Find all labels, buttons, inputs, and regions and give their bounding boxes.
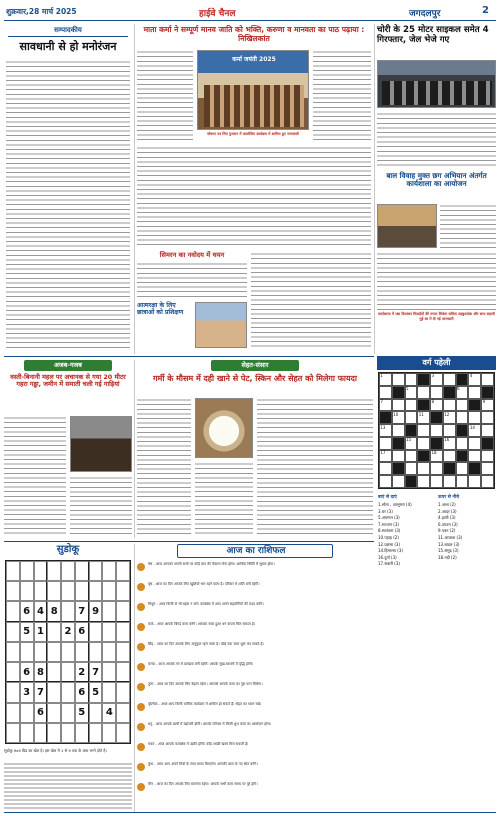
crossword-cell	[405, 411, 418, 424]
crossword-block	[443, 386, 456, 399]
crossword-cell: 11	[417, 411, 430, 424]
sudoku-cell	[102, 622, 116, 642]
crossword-cell	[405, 450, 418, 463]
virgo-icon	[137, 663, 145, 671]
crossword-cell: 18	[430, 450, 443, 463]
seminar-body-right	[251, 252, 371, 348]
crossword-cell	[468, 386, 481, 399]
sudoku-cell	[20, 642, 34, 662]
sudoku-cell	[61, 723, 75, 743]
sudoku-cell	[6, 622, 20, 642]
crossword-cell	[443, 450, 456, 463]
publication-name: हाईवे चैनल	[199, 9, 236, 19]
crossword-cell	[456, 437, 469, 450]
crossword-cell	[405, 462, 418, 475]
cancer-icon	[137, 623, 145, 631]
horoscope-title: आज का राशिफल	[226, 546, 286, 556]
lead-body-bottom	[137, 146, 371, 246]
sudoku-cell: 6	[34, 703, 48, 723]
horoscope-item: कन्या - आज आपके मन में प्रसन्नता बनी रहेगी। आपके सुख-साधनों में वृद्धि होगी।	[137, 662, 373, 682]
sudoku-cell	[102, 642, 116, 662]
sudoku-cell	[61, 662, 75, 682]
crossword-block	[417, 373, 430, 386]
sudoku-cell	[47, 682, 61, 702]
crossword-block	[430, 437, 443, 450]
crossword-cell: 13	[379, 424, 392, 437]
theft-photo	[377, 60, 496, 108]
crossword-cell: 12	[443, 411, 456, 424]
sudoku-cell	[34, 581, 48, 601]
marriage-caption: कार्यशाला में रक्षा दिलाकर मिठाईयों की रुपया विजेता सविता उड़बुआदेश और साथ सहायी मुई बर में दी गई जानकारी	[378, 312, 495, 321]
sudoku-cell	[102, 682, 116, 702]
sudoku-cell: 6	[20, 601, 34, 621]
sudoku-title: सुडोकू	[56, 544, 80, 555]
clue: 6.उपवन (3)	[438, 521, 458, 527]
sudoku-cell	[116, 622, 130, 642]
sudoku-cell	[89, 642, 103, 662]
sudoku-cell	[47, 723, 61, 743]
lead-story	[137, 24, 371, 249]
sudoku-cell	[75, 561, 89, 581]
crossword-cell	[481, 475, 494, 488]
sudoku-cell	[6, 642, 20, 662]
crossword-block	[443, 462, 456, 475]
sudoku-cell	[6, 662, 20, 682]
crossword-cell: 1	[379, 373, 392, 386]
crossword-cell: 8	[430, 399, 443, 412]
crossword-cell: 10	[392, 411, 405, 424]
lead-body-left	[137, 50, 193, 140]
seminar-headline: सिमरन का नवोदय में चयन	[159, 251, 225, 259]
sudoku-cell	[6, 723, 20, 743]
sudoku-cell	[89, 703, 103, 723]
crossword-cell	[430, 462, 443, 475]
theft-body	[377, 112, 496, 138]
sudoku-cell	[47, 622, 61, 642]
lead-photo-caption: घोषणा पत्र लिए गुजरान में आयोजित कार्यक्रम में शामिल हुए नगरवासी	[207, 132, 299, 136]
sudoku-cell	[75, 642, 89, 662]
crossword-cell	[481, 462, 494, 475]
crossword-block	[405, 475, 418, 488]
scorpio-icon	[137, 703, 145, 711]
clue: 4.हाथी (3)	[438, 515, 456, 521]
clue: 1.अश्व (2)	[438, 502, 456, 507]
editorial-label: सम्पादकीय	[54, 26, 82, 34]
clue: 8.स्वतंत्रता (3)	[378, 528, 401, 534]
horoscope-item: कुंभ - आज आप अपने मित्रों के साथ समय बिताएंगे। आपकी आय के नए स्रोत बनेंगे।	[137, 762, 373, 782]
crossword-grid	[378, 372, 495, 489]
crossword-title-bar	[377, 356, 496, 370]
horoscope-item: मकर - आज आपके कार्यक्षेत्र में उन्नति होगी। कोई अच्छी खबर मिल सकती है।	[137, 742, 373, 762]
theft-headline: चोरी के 25 मोटर साइकल समेत 4 गिरफ्तार, जेल भेजे गए	[377, 25, 489, 45]
sudoku-cell	[116, 581, 130, 601]
capricorn-icon	[137, 743, 145, 751]
crossword-cell: 16	[443, 437, 456, 450]
crossword-block	[456, 424, 469, 437]
horoscope-item: वृष - आज का दिन आपके लिए खुशियों भरा रहने वाला है। परिवार में शांति बनी रहेगी।	[137, 582, 373, 602]
horoscope-title-bar	[177, 544, 333, 558]
ajab-gajab-tag: अजब-गजब	[24, 360, 112, 371]
crossword-block	[392, 437, 405, 450]
horoscope-item: वृश्चिक - आज आप किसी धार्मिक कार्यक्रम में शामिल हो सकते हैं। सेहत का ध्यान रखें।	[137, 702, 373, 722]
crossword-cell	[379, 386, 392, 399]
crossword-block	[405, 424, 418, 437]
motorcycles	[382, 81, 492, 105]
crossword-cell	[392, 424, 405, 437]
sudoku-cell	[102, 601, 116, 621]
marriage-body-side	[440, 204, 496, 248]
lead-photo	[197, 50, 309, 130]
crossword-cell	[481, 411, 494, 424]
crossword-cell	[443, 475, 456, 488]
sudoku-cell: 2	[75, 662, 89, 682]
sudoku-cell	[75, 723, 89, 743]
crossword-cell	[468, 450, 481, 463]
crossword-cell: 7	[379, 399, 392, 412]
crossword-cell	[417, 386, 430, 399]
crossword-cell	[417, 437, 430, 450]
sudoku-cell	[61, 642, 75, 662]
sudoku-cell: 2	[61, 622, 75, 642]
sudoku-grid	[5, 560, 131, 744]
sudoku-instructions: सुडोकू 9x9 ग्रिड का खेल है। इस खेल में 1 से 9 तक के अंक भरने होते हैं।	[4, 748, 107, 753]
crossword-cell	[443, 424, 456, 437]
sudoku-cell: 7	[75, 601, 89, 621]
crossword-cell	[468, 475, 481, 488]
sudoku-cell	[116, 642, 130, 662]
sudoku-cell: 7	[34, 682, 48, 702]
horoscope-item: धनु - आज आपके खर्चों में बढ़ोत्तरी होगी। आपके परिवार में किसी शुभ कार्य का आयोजन होगा।	[137, 722, 373, 742]
horoscope-item: तुला - आज का दिन आपके लिए बेहतर रहेगा। आपको आपके काम का पूरा फल मिलेगा।	[137, 682, 373, 702]
sudoku-cell	[75, 581, 89, 601]
page-number: 2	[482, 5, 489, 16]
sudoku-footer-lines	[4, 762, 132, 810]
crossword-cell	[481, 450, 494, 463]
horoscope-item: मेष - आज आपको अपनी सभी पर कोई बात की फैसला लेना होगा। आर्थिक स्थिति में सुधार होगा।	[137, 562, 373, 582]
sudoku-cell: 5	[20, 622, 34, 642]
sinkhole-photo	[70, 416, 132, 472]
sudoku-cell	[61, 601, 75, 621]
sudoku-cell	[6, 601, 20, 621]
sudoku-cell: 4	[102, 703, 116, 723]
health-tag: सेहत-संसार	[211, 360, 299, 371]
editorial-headline: सावधानी से हो मनोरंजन	[19, 40, 117, 53]
sudoku-cell	[6, 703, 20, 723]
crossword-cell	[405, 399, 418, 412]
crossword-block	[468, 399, 481, 412]
crossword-block	[456, 450, 469, 463]
sudoku-cell	[89, 561, 103, 581]
sudoku-cell: 8	[47, 601, 61, 621]
crossword-cell	[430, 424, 443, 437]
health-headline: गर्मी के मौसम में दही खाने से पेट, स्किन और सेहत को मिलेगा फायदा	[153, 374, 357, 383]
crossword-cell	[468, 437, 481, 450]
aries-icon	[137, 563, 145, 571]
horoscope-item: मिथुन - आज किसी से भी बहस न करें। कार्यक्षेत्र में आप अपने सहयोगियों की मदद करेंगे।	[137, 602, 373, 622]
column-divider	[134, 360, 135, 538]
curd-photo	[195, 398, 253, 458]
crossword-block	[468, 462, 481, 475]
crossword-block	[417, 450, 430, 463]
sudoku-cell	[102, 723, 116, 743]
column-divider	[134, 24, 135, 354]
sudoku-cell	[116, 682, 130, 702]
crossword-cell	[379, 437, 392, 450]
gemini-icon	[137, 603, 145, 611]
crossword-block	[392, 462, 405, 475]
sudoku-cell	[6, 561, 20, 581]
horoscope-section	[137, 544, 373, 814]
clue: 10.पहाड़ (2)	[378, 534, 399, 540]
sudoku-cell	[6, 581, 20, 601]
lead-headline: माता कर्मा ने सम्पूर्ण मानव जाति को भक्ति, करुणा व मानवता का पाठ पढ़ाया : निखिलकांत	[143, 25, 365, 43]
sudoku-cell: 5	[89, 682, 103, 702]
sagittarius-icon	[137, 723, 145, 731]
sudoku-cell: 8	[34, 662, 48, 682]
sudoku-cell	[47, 561, 61, 581]
crossword-cell	[417, 424, 430, 437]
section-divider	[4, 541, 374, 542]
sudoku-cell	[34, 561, 48, 581]
crossword-cell	[392, 373, 405, 386]
marriage-body	[377, 252, 496, 310]
clue: 13.बादल (3)	[438, 541, 460, 547]
sudoku-cell: 4	[34, 601, 48, 621]
clue: 16.दुर्गा (3)	[378, 554, 397, 560]
clue: 1.सोना , आभूषण (4)	[378, 502, 412, 507]
lead-photo-banner: कर्मा जयंती 2025	[232, 56, 276, 63]
horoscope-item: मीन - आज का दिन आपके लिए सामान्य रहेगा। आपके सभी काम समय पर पूरे होंगे।	[137, 782, 373, 802]
marriage-story	[377, 170, 496, 354]
column-divider	[134, 544, 135, 812]
crossword-cell: 5	[405, 386, 418, 399]
column-divider	[374, 24, 375, 354]
self-defence-headline: आत्मरक्षा के लिए छात्राओं को प्रशिक्षण	[137, 302, 184, 317]
crossword-block	[456, 373, 469, 386]
crossword-cell: 4	[468, 373, 481, 386]
crossword-cell: 9	[481, 399, 494, 412]
sudoku-cell: 5	[75, 703, 89, 723]
crossword-cell	[430, 386, 443, 399]
sudoku-cell	[47, 662, 61, 682]
section-divider	[4, 356, 374, 357]
crossword-cell	[468, 411, 481, 424]
health-body-right	[257, 398, 373, 536]
sudoku-cell	[61, 581, 75, 601]
crossword-cell	[456, 411, 469, 424]
crossword-block	[481, 437, 494, 450]
issue-date: शुक्रवार,28 मार्च 2025	[6, 7, 77, 16]
crossword-cell: 14	[468, 424, 481, 437]
crossword-cell	[481, 424, 494, 437]
crossword-cell: 3	[430, 373, 443, 386]
sudoku-cell	[89, 581, 103, 601]
clue: 14.हिमालय (3)	[378, 548, 403, 554]
sudoku-cell	[61, 703, 75, 723]
ajab-gajab-story	[4, 360, 132, 540]
crossword-cell	[456, 475, 469, 488]
aquarius-icon	[137, 763, 145, 771]
sudoku-cell	[116, 662, 130, 682]
sudoku-cell: 6	[75, 622, 89, 642]
crossword-cell	[443, 399, 456, 412]
crossword-cell: 6	[456, 386, 469, 399]
down-clues	[438, 494, 496, 561]
crossword-cell	[456, 462, 469, 475]
sudoku-cell	[6, 682, 20, 702]
sudoku-cell	[47, 581, 61, 601]
leo-icon	[137, 643, 145, 651]
ajab-body-left	[4, 416, 66, 536]
sudoku-cell	[47, 642, 61, 662]
lead-body-right	[313, 50, 371, 140]
crossword-cell	[417, 475, 430, 488]
crossword-cell	[392, 399, 405, 412]
sudoku-cell	[34, 723, 48, 743]
crossword-cell: 17	[379, 450, 392, 463]
sudoku-cell	[102, 662, 116, 682]
horoscope-list	[137, 562, 373, 812]
student-photo	[195, 302, 247, 348]
sudoku-cell	[61, 682, 75, 702]
sudoku-cell: 3	[20, 682, 34, 702]
page-bottom-rule	[4, 812, 496, 813]
seminar-story	[137, 252, 371, 352]
sudoku-cell	[61, 561, 75, 581]
crossword-cell	[379, 462, 392, 475]
sudoku-cell: 6	[75, 682, 89, 702]
sudoku-cell	[116, 601, 130, 621]
crossword-cell	[392, 450, 405, 463]
editorial-rule	[8, 36, 128, 37]
down-title: ऊपर से नीचे	[438, 495, 460, 500]
seminar-body	[137, 262, 247, 298]
health-story	[137, 360, 373, 540]
crossword-block	[430, 411, 443, 424]
sudoku-cell	[89, 723, 103, 743]
clue: 5.अपमान (3)	[378, 515, 400, 521]
horoscope-item: कर्क - आज आपके बिगड़े काम बनेंगे। आपका रुका हुआ धन वापस मिल सकता है।	[137, 622, 373, 642]
crossword-cell	[379, 475, 392, 488]
sudoku-cell	[116, 561, 130, 581]
crossword-cell	[417, 462, 430, 475]
sudoku-cell	[20, 581, 34, 601]
sudoku-cell	[34, 642, 48, 662]
across-title: बाएं से दाएं	[378, 495, 397, 500]
sudoku-cell	[102, 561, 116, 581]
sudoku-cell	[20, 561, 34, 581]
clue: 11.आकाश (3)	[438, 534, 463, 540]
across-clues	[378, 494, 436, 568]
crossword-cell	[481, 373, 494, 386]
health-body-left	[137, 398, 191, 536]
crossword-cell: 15	[405, 437, 418, 450]
sudoku-cell	[116, 703, 130, 723]
crossword-title: वर्ग पहेली	[422, 358, 451, 367]
sudoku-cell	[20, 703, 34, 723]
health-body-mid	[195, 462, 253, 536]
clue: 2.आदर (3)	[438, 508, 457, 514]
clue: 3.घर (3)	[378, 508, 393, 514]
taurus-icon	[137, 583, 145, 591]
theft-story	[377, 24, 496, 139]
workshop-photo	[377, 204, 437, 248]
theft-body-cont	[377, 140, 496, 168]
sudoku-cell	[116, 723, 130, 743]
sudoku-cell	[20, 723, 34, 743]
crossword-block	[392, 386, 405, 399]
horoscope-item: सिंह - आज का दिन आपके लिए अनुकूल रहने वाला है। कोई नया काम शुरू कर सकते हैं।	[137, 642, 373, 662]
sudoku-cell: 7	[89, 662, 103, 682]
sudoku-cell	[102, 581, 116, 601]
ajab-body-right	[70, 476, 132, 536]
page-header	[4, 4, 496, 21]
editorial-section	[4, 24, 132, 354]
marriage-headline: बाल विवाह मुक्त छग अभियान अंतर्गत कार्यशाला का आयोजन	[386, 171, 487, 189]
clue: 18.नदी (2)	[438, 554, 457, 560]
crossword-cell	[430, 475, 443, 488]
clue: 7.सज्जन (3)	[378, 521, 399, 527]
crossword-clues	[378, 494, 496, 684]
editorial-body	[6, 60, 130, 350]
sudoku-cell	[47, 703, 61, 723]
sudoku-cell: 9	[89, 601, 103, 621]
edition-city: जगदलपुर	[409, 9, 441, 19]
sudoku-cell: 1	[34, 622, 48, 642]
clue: 12.प्रशंसा (3)	[378, 541, 401, 547]
libra-icon	[137, 683, 145, 691]
crossword-cell	[405, 373, 418, 386]
crossword-block	[417, 399, 430, 412]
crossword-cell	[392, 475, 405, 488]
sudoku-cell	[89, 622, 103, 642]
crossword-cell	[456, 399, 469, 412]
clue: 17.सवारी (3)	[378, 561, 400, 567]
pisces-icon	[137, 783, 145, 791]
crossword-block	[481, 386, 494, 399]
clue: 9.पवन (2)	[438, 528, 456, 534]
clue: 15.समुद्र (3)	[438, 548, 459, 554]
sudoku-cell: 6	[20, 662, 34, 682]
crossword-block	[379, 411, 392, 424]
ajab-headline: वस्ती-बिनानी महल पर अचानक से गया 20 मीटर गहरा गड्ढा, जमीन में समाती चली गई गाड़ियां	[10, 373, 126, 389]
crossword-cell	[443, 373, 456, 386]
people-silhouettes	[204, 85, 304, 127]
